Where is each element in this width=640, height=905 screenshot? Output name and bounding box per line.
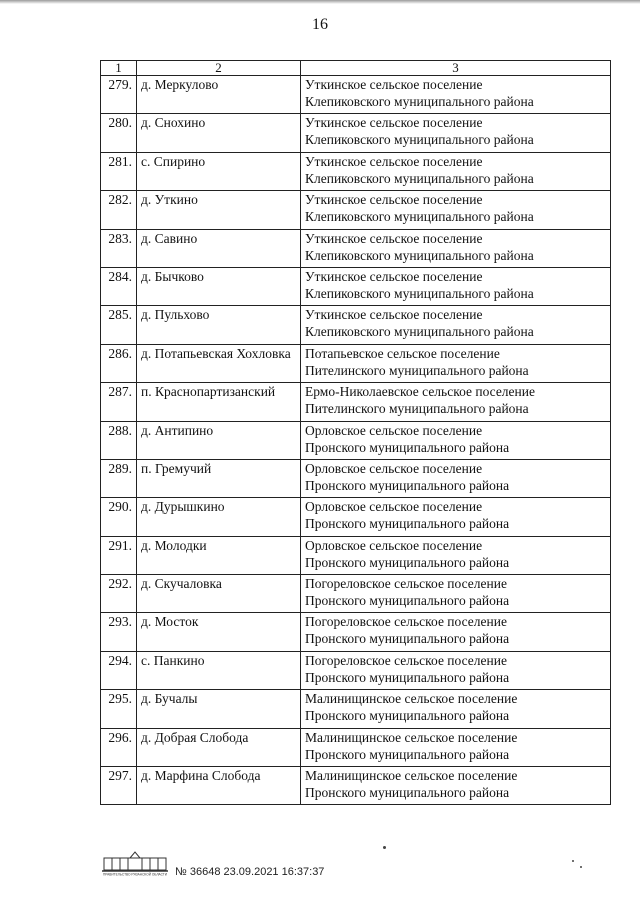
settlement-cell xyxy=(301,76,611,114)
district-name: Пронского муниципального района xyxy=(305,631,510,647)
scan-speck xyxy=(580,866,582,868)
row-number: 296. xyxy=(101,728,137,766)
settlement-cell xyxy=(301,498,611,536)
table-row xyxy=(101,344,611,382)
settlement-cell xyxy=(301,152,611,190)
row-number: 297. xyxy=(101,767,137,805)
settlement-cell xyxy=(301,267,611,305)
district-name: Пронского муниципального района xyxy=(305,593,510,609)
table-row xyxy=(101,651,611,689)
settlement-cell xyxy=(301,536,611,574)
table-row xyxy=(101,383,611,421)
row-number: 289. xyxy=(101,459,137,497)
settlement-name: Орловское сельское поселение xyxy=(305,499,483,515)
settlement-name: Ермо-Николаевское сельское поселение xyxy=(305,384,535,400)
row-number: 294. xyxy=(101,651,137,689)
settlement-name: Уткинское сельское поселение xyxy=(305,192,483,208)
table-row xyxy=(101,267,611,305)
locality-name: д. Марфина Слобода xyxy=(137,767,301,805)
row-number: 284. xyxy=(101,267,137,305)
scan-top-edge xyxy=(0,0,640,4)
table-row xyxy=(101,459,611,497)
table-row xyxy=(101,76,611,114)
settlement-name: Погореловское сельское поселение xyxy=(305,576,507,592)
district-name: Пронского муниципального района xyxy=(305,669,510,685)
district-name: Пронского муниципального района xyxy=(305,439,510,455)
settlement-name: Уткинское сельское поселение xyxy=(305,230,483,246)
settlement-name: Уткинское сельское поселение xyxy=(305,153,483,169)
settlement-cell xyxy=(301,229,611,267)
header-row xyxy=(101,61,611,76)
row-number: 280. xyxy=(101,114,137,152)
district-name: Клепиковского муниципального района xyxy=(305,94,534,109)
row-number: 283. xyxy=(101,229,137,267)
district-name: Клепиковского муниципального района xyxy=(305,170,534,186)
table-row xyxy=(101,536,611,574)
settlement-name: Орловское сельское поселение xyxy=(305,422,483,438)
settlement-cell xyxy=(301,191,611,229)
table-row xyxy=(101,575,611,613)
settlement-name: Уткинское сельское поселение xyxy=(305,115,483,131)
settlement-cell xyxy=(301,459,611,497)
district-name: Клепиковского муниципального района xyxy=(305,247,534,263)
locality-name: д. Мосток xyxy=(137,613,301,651)
settlement-name: Уткинское сельское поселение xyxy=(305,268,483,284)
settlement-cell xyxy=(301,575,611,613)
row-number: 286. xyxy=(101,344,137,382)
settlement-cell xyxy=(301,306,611,344)
district-name: Пронского муниципального района xyxy=(305,516,510,532)
settlement-cell xyxy=(301,383,611,421)
row-number: 282. xyxy=(101,191,137,229)
district-name: Клепиковского муниципального района xyxy=(305,209,534,225)
table-row xyxy=(101,613,611,651)
locality-name: д. Снохино xyxy=(137,114,301,152)
table-row xyxy=(101,114,611,152)
header-col-1: 1 xyxy=(101,61,137,76)
table-row xyxy=(101,728,611,766)
settlement-cell xyxy=(301,767,611,805)
locality-name: д. Пульхово xyxy=(137,306,301,344)
district-name: Клепиковского муниципального района xyxy=(305,285,534,301)
settlement-cell xyxy=(301,613,611,651)
district-name: Клепиковского муниципального района xyxy=(305,132,534,148)
table-row xyxy=(101,152,611,190)
district-name: Пронского муниципального района xyxy=(305,477,510,493)
table-body xyxy=(101,76,611,805)
header-col-2: 2 xyxy=(137,61,301,76)
district-name: Пронского муниципального района xyxy=(305,708,510,724)
row-number: 279. xyxy=(101,76,137,114)
table-row xyxy=(101,229,611,267)
settlement-cell xyxy=(301,690,611,728)
settlement-name: Малинищинское сельское поселение xyxy=(305,768,518,784)
settlement-name: Малинищинское сельское поселение xyxy=(305,691,518,707)
row-number: 287. xyxy=(101,383,137,421)
table-row xyxy=(101,306,611,344)
locality-name: д. Савино xyxy=(137,229,301,267)
scan-speck xyxy=(572,860,574,862)
locality-name: д. Бучалы xyxy=(137,690,301,728)
settlement-name: Погореловское сельское поселение xyxy=(305,652,507,668)
registration-stamp: № 36648 23.09.2021 16:37:37 xyxy=(175,866,325,878)
locality-name: д. Меркулово xyxy=(137,76,301,114)
settlement-name: Уткинское сельское поселение xyxy=(305,307,483,323)
settlement-name: Малинищинское сельское поселение xyxy=(305,729,518,745)
locality-name: д. Антипино xyxy=(137,421,301,459)
table-row xyxy=(101,191,611,229)
row-number: 292. xyxy=(101,575,137,613)
row-number: 293. xyxy=(101,613,137,651)
row-number: 281. xyxy=(101,152,137,190)
row-number: 288. xyxy=(101,421,137,459)
government-building-emblem-icon xyxy=(100,848,170,876)
district-name: Клепиковского муниципального района xyxy=(305,324,534,340)
locality-name: с. Спирино xyxy=(137,152,301,190)
locality-name: д. Потапьевская Хохловка xyxy=(137,344,301,382)
table-row xyxy=(101,767,611,805)
locality-name: д. Добрая Слобода xyxy=(137,728,301,766)
settlement-name: Уткинское сельское поселение xyxy=(305,77,483,92)
locality-name: д. Скучаловка xyxy=(137,575,301,613)
document-footer xyxy=(100,848,520,888)
table-row xyxy=(101,690,611,728)
district-name: Пронского муниципального района xyxy=(305,554,510,570)
seal-caption: ПРАВИТЕЛЬСТВО РЯЗАНСКОЙ ОБЛАСТИ xyxy=(102,872,168,876)
table-row xyxy=(101,498,611,536)
settlement-cell xyxy=(301,114,611,152)
row-number: 285. xyxy=(101,306,137,344)
row-number: 295. xyxy=(101,690,137,728)
settlement-cell xyxy=(301,344,611,382)
settlement-cell xyxy=(301,651,611,689)
row-number: 290. xyxy=(101,498,137,536)
district-name: Пителинского муниципального района xyxy=(305,362,529,378)
locality-name: д. Уткино xyxy=(137,191,301,229)
locality-name: д. Бычково xyxy=(137,267,301,305)
table-header xyxy=(101,61,611,76)
locality-name: д. Молодки xyxy=(137,536,301,574)
header-col-3: 3 xyxy=(301,61,611,76)
scan-speck xyxy=(383,846,386,849)
settlement-name: Орловское сельское поселение xyxy=(305,537,483,553)
settlement-name: Орловское сельское поселение xyxy=(305,460,483,476)
locality-name: п. Краснопартизанский xyxy=(137,383,301,421)
district-name: Пителинского муниципального района xyxy=(305,401,529,417)
locality-name: п. Гремучий xyxy=(137,459,301,497)
district-name: Пронского муниципального района xyxy=(305,785,510,801)
table-row xyxy=(101,421,611,459)
settlements-table xyxy=(100,60,611,805)
settlement-name: Погореловское сельское поселение xyxy=(305,614,507,630)
locality-name: с. Панкино xyxy=(137,651,301,689)
district-name: Пронского муниципального района xyxy=(305,746,510,762)
settlement-cell xyxy=(301,728,611,766)
settlement-cell xyxy=(301,421,611,459)
page-number: 16 xyxy=(312,16,328,33)
locality-name: д. Дурышкино xyxy=(137,498,301,536)
row-number: 291. xyxy=(101,536,137,574)
settlement-name: Потапьевское сельское поселение xyxy=(305,345,500,361)
